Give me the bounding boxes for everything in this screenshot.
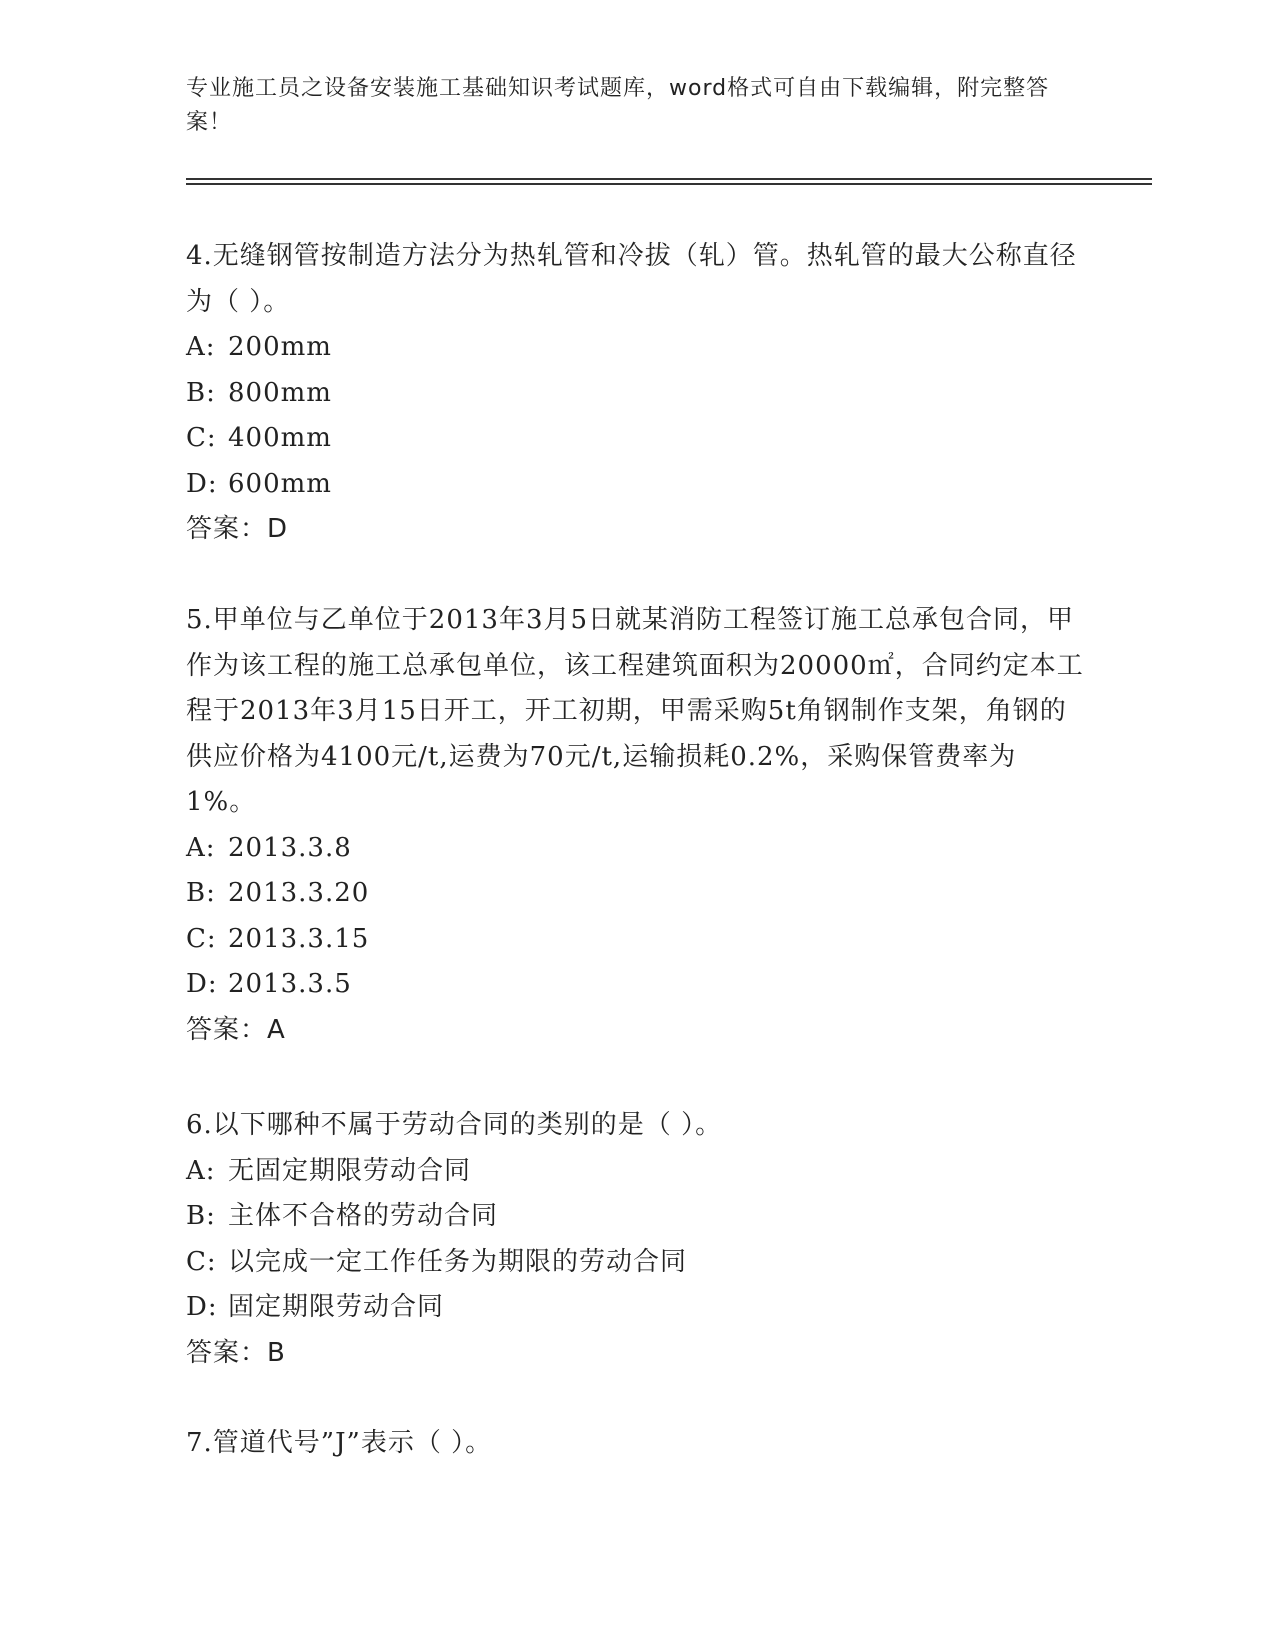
- option-text: 固定期限劳动合同: [228, 1292, 445, 1322]
- header-text: 专业施工员之设备安装施工基础知识考试题库，word格式可自由下载编辑，附完整答案！: [186, 76, 1050, 135]
- option-letter: D:: [186, 969, 218, 999]
- question-5: [186, 598, 1086, 1053]
- question-stem: 4.无缝钢管按制造方法分为热轧管和冷拔（轧）管。热轧管的最大公称直径为（ ）。: [186, 241, 1077, 317]
- option-letter: C:: [186, 1246, 217, 1277]
- option-b: [186, 1194, 1086, 1240]
- header-divider-top: [186, 178, 1152, 180]
- question-stem: 6.以下哪种不属于劳动合同的类别的是（ ）。: [186, 1110, 723, 1140]
- option-a: [186, 325, 1086, 371]
- option-letter: D:: [186, 468, 218, 499]
- option-text: 2013.3.8: [228, 832, 352, 863]
- option-text: 200mm: [228, 332, 332, 362]
- option-text: 800mm: [228, 377, 332, 408]
- option-a: [186, 1149, 1086, 1195]
- option-b: [186, 871, 1086, 917]
- option-letter: D:: [186, 1292, 218, 1322]
- option-c: [186, 917, 1086, 963]
- option-c: [186, 416, 1086, 462]
- option-text: 2013.3.15: [228, 923, 370, 954]
- option-d: [186, 962, 1086, 1008]
- option-b: [186, 371, 1086, 417]
- option-a: [186, 826, 1086, 872]
- document-header: [186, 72, 1066, 140]
- answer-line: 答案：A: [186, 1014, 286, 1045]
- question-6: [186, 1103, 1086, 1376]
- question-4: [186, 234, 1086, 553]
- option-letter: B:: [186, 377, 216, 408]
- option-text: 600mm: [228, 468, 332, 499]
- option-d: [186, 1285, 1086, 1331]
- option-text: 以完成一定工作任务为期限的劳动合同: [228, 1246, 688, 1277]
- header-divider-bottom: [186, 183, 1152, 185]
- option-c: [186, 1240, 1086, 1286]
- answer-line: 答案：D: [186, 514, 289, 544]
- option-text: 2013.3.20: [228, 878, 370, 908]
- option-text: 400mm: [228, 423, 332, 453]
- option-text: 2013.3.5: [228, 969, 352, 999]
- answer-line: 答案：B: [186, 1337, 286, 1368]
- option-letter: C:: [186, 923, 217, 954]
- option-text: 无固定期限劳动合同: [228, 1155, 472, 1186]
- option-d: [186, 462, 1086, 508]
- option-letter: B:: [186, 878, 216, 908]
- option-letter: A:: [186, 1155, 216, 1186]
- option-letter: A:: [186, 832, 216, 863]
- option-letter: A:: [186, 332, 216, 362]
- option-letter: C:: [186, 423, 217, 453]
- option-text: 主体不合格的劳动合同: [228, 1201, 499, 1231]
- option-letter: B:: [186, 1201, 216, 1231]
- question-stem: 7.管道代号”J”表示（ ）。: [186, 1428, 493, 1458]
- question-7: [186, 1421, 1086, 1467]
- question-stem: 5.甲单位与乙单位于2013年3月5日就某消防工程签订施工总承包合同，甲作为该工程的施工总承包单位，该工程建筑面积为20000㎡，合同约定本工程于2013年3月15日开工，开工初期，甲需采购5t角钢制作支架，角钢的供应价格为4100元/t,运费为70元/t,运输损耗0.2%，采购保管费率为1%。: [186, 605, 1084, 817]
